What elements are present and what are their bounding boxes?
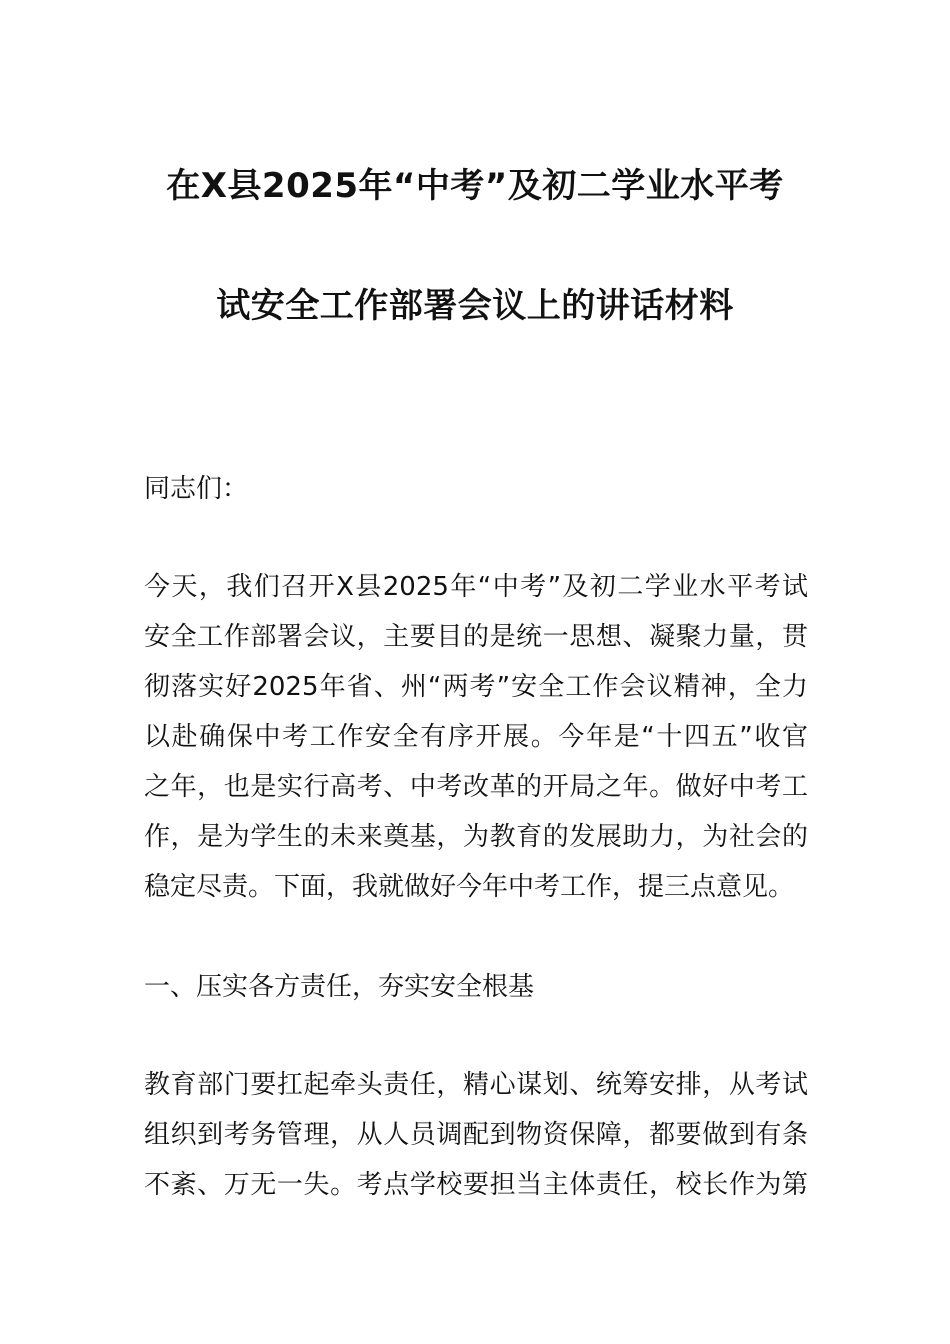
paragraph-2 bbox=[144, 1060, 808, 1210]
salutation: 同志们： bbox=[144, 474, 249, 504]
paragraph-line: 今天，我们召开X县2025年“中考”及初二学业水平考试 bbox=[144, 572, 808, 602]
paragraph-line: 以赴确保中考工作安全有序开展。今年是“十四五”收官 bbox=[144, 722, 808, 752]
paragraph-line: 作，是为学生的未来奠基，为教育的发展助力，为社会的 bbox=[144, 822, 808, 852]
paragraph-1 bbox=[144, 562, 808, 912]
paragraph-line: 之年，也是实行高考、中考改革的开局之年。做好中考工 bbox=[144, 772, 808, 802]
paragraph-line: 教育部门要扛起牵头责任，精心谋划、统筹安排，从考试 bbox=[144, 1070, 808, 1100]
section-heading-1: 一、压实各方责任，夯实安全根基 bbox=[144, 972, 535, 1002]
paragraph-line: 稳定尽责。下面，我就做好今年中考工作，提三点意见。 bbox=[144, 872, 795, 902]
paragraph-line: 组织到考务管理，从人员调配到物资保障，都要做到有条 bbox=[144, 1120, 808, 1150]
paragraph-line: 不紊、万无一失。考点学校要担当主体责任，校长作为第 bbox=[144, 1170, 808, 1200]
document-title-line-2: 试安全工作部署会议上的讲话材料 bbox=[216, 286, 734, 326]
document-title-line-1: 在X县2025年“中考”及初二学业水平考 bbox=[166, 166, 784, 206]
paragraph-line: 彻落实好2025年省、州“两考”安全工作会议精神，全力 bbox=[144, 672, 808, 702]
paragraph-line: 安全工作部署会议，主要目的是统一思想、凝聚力量，贯 bbox=[144, 622, 808, 652]
